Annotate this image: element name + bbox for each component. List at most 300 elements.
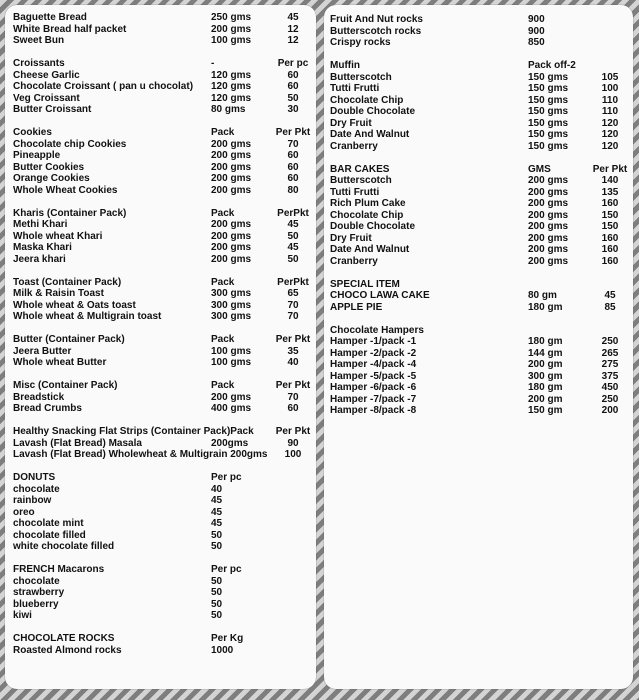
item-name: Butterscotch rocks [330,25,422,37]
item-name: Chocolate Chip [330,209,404,221]
item-name: Tutti Frutti [330,83,380,94]
item-pack: 200 gms [528,186,569,198]
menu-row [13,35,316,47]
item-pack: 150 gms [528,106,569,117]
item-pack: 200 gms [211,150,252,161]
menu-row [330,279,633,291]
menu-row [13,139,316,151]
item-price: 45 [287,12,299,23]
menu-row [13,58,316,70]
item-name: Hamper -5/pack -5 [330,370,417,382]
item-pack: 200 gms [211,184,252,196]
item-price: 375 [601,370,619,382]
item-price: 250 [601,393,619,405]
item-name: Croissants [13,58,65,69]
item-name: Date And Walnut [330,244,410,255]
spacer [13,265,316,277]
item-pack: 900 [528,14,545,25]
menu-row [330,256,633,268]
menu-row [330,210,633,222]
item-price: 140 [601,175,619,186]
spacer [330,267,633,279]
item-price: 60 [287,81,299,92]
item-pack: Pack off-2 [528,60,576,71]
item-price: Per pc [277,58,309,69]
item-name: CHOCOLATE ROCKS [13,633,115,644]
item-pack: 200gms [211,437,249,449]
item-name: Misc (Container Pack) [13,380,118,391]
menu-row [330,72,633,84]
item-pack: 200 gms [211,230,252,242]
item-pack: 120 gms [211,81,252,92]
menu-row [13,300,316,312]
menu-row [330,14,633,26]
item-name: Cookies [13,127,52,138]
menu-row [330,325,633,337]
item-pack: - [211,58,215,69]
item-name: Cheese Garlic [13,69,80,81]
menu-row [330,118,633,130]
item-pack: 900 [528,25,545,37]
item-pack: 144 gm [528,347,563,359]
item-pack: 200 gms [528,244,569,255]
item-name: Pineapple [13,150,61,161]
menu-row [330,221,633,233]
menu-rows-left [5,5,316,656]
menu-row [13,127,316,139]
item-price: 65 [287,288,299,299]
item-price: 70 [287,299,299,311]
menu-row [330,382,633,394]
item-name: Maska Khari [13,242,72,253]
menu-row [13,518,316,530]
item-price: 110 [601,106,619,117]
item-pack: 45 [211,495,223,506]
item-price: Per Pkt [592,163,628,175]
spacer [13,415,316,427]
item-name: Double Chocolate [330,106,416,117]
item-pack: 200 gms [211,138,252,150]
item-pack: 200 gms [211,173,252,184]
menu-row [13,645,316,657]
item-price: Per Pkt [275,380,311,391]
item-pack: 200 gms [528,221,569,232]
item-name: Milk & Raisin Toast [13,288,104,299]
item-price: 60 [287,161,299,173]
item-pack: 50 [211,587,223,598]
menu-row [13,576,316,588]
item-pack: GMS [528,163,551,175]
item-price: 250 [601,336,619,347]
item-name: Jeera Butter [13,345,72,357]
menu-row [13,392,316,404]
menu-row [13,541,316,553]
item-price: 200 [601,405,619,416]
item-price: 100 [601,83,619,94]
spacer [13,622,316,634]
item-name: BAR CAKES [330,163,390,175]
item-name: Breadstick [13,391,65,403]
item-name: Butterscotch [330,71,392,83]
item-pack: Per pc [211,472,242,483]
menu-row [13,357,316,369]
item-name: chocolate [13,575,60,587]
menu-panel-left [5,5,316,689]
item-price: 30 [287,104,299,115]
item-price: 275 [601,359,619,370]
item-pack: 120 gms [211,69,252,81]
item-pack: 80 gms [211,104,246,115]
item-price: 160 [601,244,619,255]
item-pack: 100 gms [211,357,252,368]
item-price: 50 [287,230,299,242]
item-price: 50 [287,92,299,104]
item-pack: Pack [211,207,235,219]
item-price: 45 [604,290,616,301]
item-name: White Bread half packet [13,23,127,35]
item-price: 70 [287,311,299,322]
item-pack: Pack [211,127,235,138]
item-price: 160 [601,255,619,267]
item-name: CHOCO LAWA CAKE [330,290,430,301]
item-name: blueberry [13,598,59,610]
menu-row [330,348,633,360]
item-pack: 150 gm [528,405,563,416]
item-pack: 300 gms [211,311,252,322]
item-pack: 180 gm [528,382,563,393]
item-price: PerPkt [277,276,309,288]
item-pack: 180 gm [528,336,563,347]
item-price: PerPkt [277,207,309,219]
item-pack: 150 gms [528,83,569,94]
item-name: Bread Crumbs [13,403,82,414]
item-pack: Per Kg [211,633,244,644]
menu-row [13,587,316,599]
item-price: 450 [601,382,619,393]
item-price: 100 [284,449,302,460]
item-pack: 200 gms [211,161,252,173]
item-name: Whole wheat Butter [13,357,107,368]
item-price: 120 [601,140,619,152]
item-pack: 150 gms [528,117,569,129]
menu-row [13,495,316,507]
item-pack: 100 gms [211,35,252,46]
item-pack: 150 gms [528,140,569,152]
item-pack: 180 gm [528,301,563,313]
menu-row [13,104,316,116]
item-name: FRENCH Macarons [13,564,105,575]
item-name: Whole Wheat Cookies [13,184,118,196]
item-name: Double Chocolate [330,221,416,232]
item-name: Dry Fruit [330,232,372,244]
item-price: Per Pkt [275,334,311,345]
item-name: Cranberry [330,255,378,267]
menu-row [330,394,633,406]
spacer [13,116,316,128]
item-price: 12 [287,23,299,35]
item-price: 60 [287,173,299,184]
item-name: Hamper -6/pack -6 [330,382,417,393]
menu-row [13,12,316,24]
menu-row [13,426,316,438]
menu-row [330,302,633,314]
menu-row [13,93,316,105]
spacer [13,369,316,381]
item-name: Chocolate Chip [330,94,404,106]
item-pack: 120 gms [211,92,252,104]
item-price: 60 [287,403,299,414]
item-pack: 300 gms [211,288,252,299]
menu-row [13,633,316,645]
item-price: 70 [287,138,299,150]
item-price: Per Pkt [275,127,311,138]
item-name: Orange Cookies [13,173,90,184]
item-price: 45 [287,219,299,230]
item-price: 12 [287,35,299,46]
menu-row [13,242,316,254]
item-pack: 200 gms [211,219,252,230]
item-pack: 850 [528,37,545,48]
item-pack: 1000 [211,644,234,656]
menu-row [13,507,316,519]
menu-row [330,198,633,210]
menu-row [330,106,633,118]
item-price: 160 [601,198,619,209]
item-name: Butterscotch [330,175,392,186]
item-name: chocolate mint [13,518,84,529]
item-pack: 200 gms [211,391,252,403]
item-pack: 80 gm [528,290,557,301]
item-name: Hamper -8/pack -8 [330,405,417,416]
menu-row [330,141,633,153]
spacer [13,323,316,335]
item-name: Baguette Bread [13,12,87,23]
item-pack: 300 gm [528,370,563,382]
menu-row [13,208,316,220]
item-name: Kharis (Container Pack) [13,207,127,219]
menu-row [330,336,633,348]
menu-row [13,24,316,36]
menu-row [330,129,633,141]
menu-row [13,70,316,82]
menu-row [13,472,316,484]
item-pack: 50 [211,541,223,552]
item-price: 120 [601,129,619,140]
item-price: 90 [287,437,299,449]
item-name: chocolate filled [13,529,86,541]
item-pack: 200 gm [528,359,563,370]
menu-row [330,26,633,38]
item-price: 60 [287,150,299,161]
item-pack: 50 [211,610,223,621]
item-name: oreo [13,506,35,518]
item-price: 160 [601,232,619,244]
item-pack: 200 gm [528,393,563,405]
menu-row [13,185,316,197]
menu-row [330,187,633,199]
item-name: Crispy rocks [330,37,391,48]
item-name: Chocolate Hampers [330,324,424,336]
menu-row [330,371,633,383]
item-name: white chocolate filled [13,541,115,552]
menu-row [13,380,316,392]
menu-row [13,599,316,611]
menu-row [13,254,316,266]
menu-row [13,162,316,174]
menu-row [13,610,316,622]
menu-row [13,277,316,289]
item-price: 150 [601,209,619,221]
item-name: Muffin [330,60,360,71]
item-price: 80 [287,184,299,196]
spacer [13,196,316,208]
menu-row [330,233,633,245]
spacer [330,49,633,61]
item-pack: 40 [211,483,223,495]
item-name: Veg Croissant [13,92,80,104]
menu-row [13,564,316,576]
spacer [330,152,633,164]
menu-row [13,81,316,93]
item-name: Dry Fruit [330,117,372,129]
item-pack: 200 gms [528,255,569,267]
item-name: Fruit And Nut rocks [330,14,423,25]
item-name: Roasted Almond rocks [13,644,122,656]
spacer [13,553,316,565]
item-name: Butter Cookies [13,161,85,173]
item-pack: 45 [211,506,223,518]
item-name: Lavash (Flat Bread) Wholewheat & Multigrain 200gms [13,449,268,460]
item-name: Toast (Container Pack) [13,276,122,288]
item-price: 35 [287,345,299,357]
item-name: Tutti Frutti [330,186,380,198]
item-name: Jeera khari [13,253,66,265]
item-name: Hamper -1/pack -1 [330,336,417,347]
item-pack: 150 gms [528,129,569,140]
item-name: Hamper -4/pack -4 [330,359,417,370]
menu-row [330,164,633,176]
menu-row [330,60,633,72]
item-name: Date And Walnut [330,129,410,140]
item-pack: 200 gms [211,253,252,265]
item-name: chocolate [13,483,60,495]
item-price: Per Pkt [275,426,311,437]
menu-row [13,231,316,243]
item-price: 105 [601,71,619,83]
item-name: Whole wheat & Multigrain toast [13,311,162,322]
item-price: 60 [287,69,299,81]
item-pack: Per pc [211,564,242,575]
item-price: 120 [601,117,619,129]
menu-row [13,438,316,450]
menu-row [330,244,633,256]
menu-row [13,449,316,461]
menu-row [330,405,633,417]
menu-row [13,311,316,323]
item-price: 40 [287,357,299,368]
item-price: 135 [601,186,619,198]
menu-row [13,219,316,231]
item-pack: 400 gms [211,403,252,414]
item-pack: 200 gms [528,209,569,221]
menu-row [330,37,633,49]
item-price: 150 [601,221,619,232]
item-pack: 200 gms [211,242,252,253]
spacer [13,47,316,59]
item-pack: 50 [211,529,223,541]
item-name: Cranberry [330,140,378,152]
item-name: Chocolate chip Cookies [13,138,127,150]
menu-row [330,83,633,95]
item-pack: 150 gms [528,71,569,83]
menu-row [13,150,316,162]
item-price: 110 [601,94,619,106]
item-pack: 50 [211,598,223,610]
menu-row [330,290,633,302]
menu-row [13,530,316,542]
item-pack: 200 gms [211,23,252,35]
menu-rows-right [324,5,633,417]
item-pack: 300 gms [211,299,252,311]
item-price: 70 [287,391,299,403]
item-name: Whole wheat & Oats toast [13,299,136,311]
item-price: 45 [287,242,299,253]
spacer [13,461,316,473]
item-name: Rich Plum Cake [330,198,406,209]
item-pack: 100 gms [211,345,252,357]
item-name: strawberry [13,587,65,598]
item-pack: 50 [211,575,223,587]
item-pack: 200 gms [528,232,569,244]
item-name: Healthy Snacking Flat Strips (Container Pack)Pack [13,426,254,437]
item-pack: 150 gms [528,94,569,106]
menu-row [13,334,316,346]
item-price: 50 [287,253,299,265]
item-pack: Pack [211,380,235,391]
menu-panel-right [324,5,633,689]
item-name: Hamper -7/pack -7 [330,393,417,405]
menu-row [13,173,316,185]
item-pack: 250 gms [211,12,252,23]
item-name: DONUTS [13,472,56,483]
item-name: Lavash (Flat Bread) Masala [13,437,142,449]
item-pack: 45 [211,518,223,529]
item-pack: 200 gms [528,175,569,186]
menu-row [13,346,316,358]
menu-row [330,175,633,187]
item-price: 85 [604,301,616,313]
item-name: kiwi [13,610,32,621]
menu-row [13,403,316,415]
item-pack: Pack [211,276,235,288]
item-name: Hamper -2/pack -2 [330,347,417,359]
menu-row [330,359,633,371]
item-name: Butter Croissant [13,104,92,115]
item-name: rainbow [13,495,52,506]
item-name: Butter (Container Pack) [13,334,125,345]
spacer [330,313,633,325]
item-name: Methi Khari [13,219,68,230]
item-pack: 200 gms [528,198,569,209]
item-pack: Pack [211,334,235,345]
menu-row [13,288,316,300]
menu-row [13,484,316,496]
item-name: Whole wheat Khari [13,230,103,242]
item-name: SPECIAL ITEM [330,278,400,290]
item-name: Chocolate Croissant ( pan u chocolat) [13,81,194,92]
item-price: 265 [601,347,619,359]
menu-row [330,95,633,107]
